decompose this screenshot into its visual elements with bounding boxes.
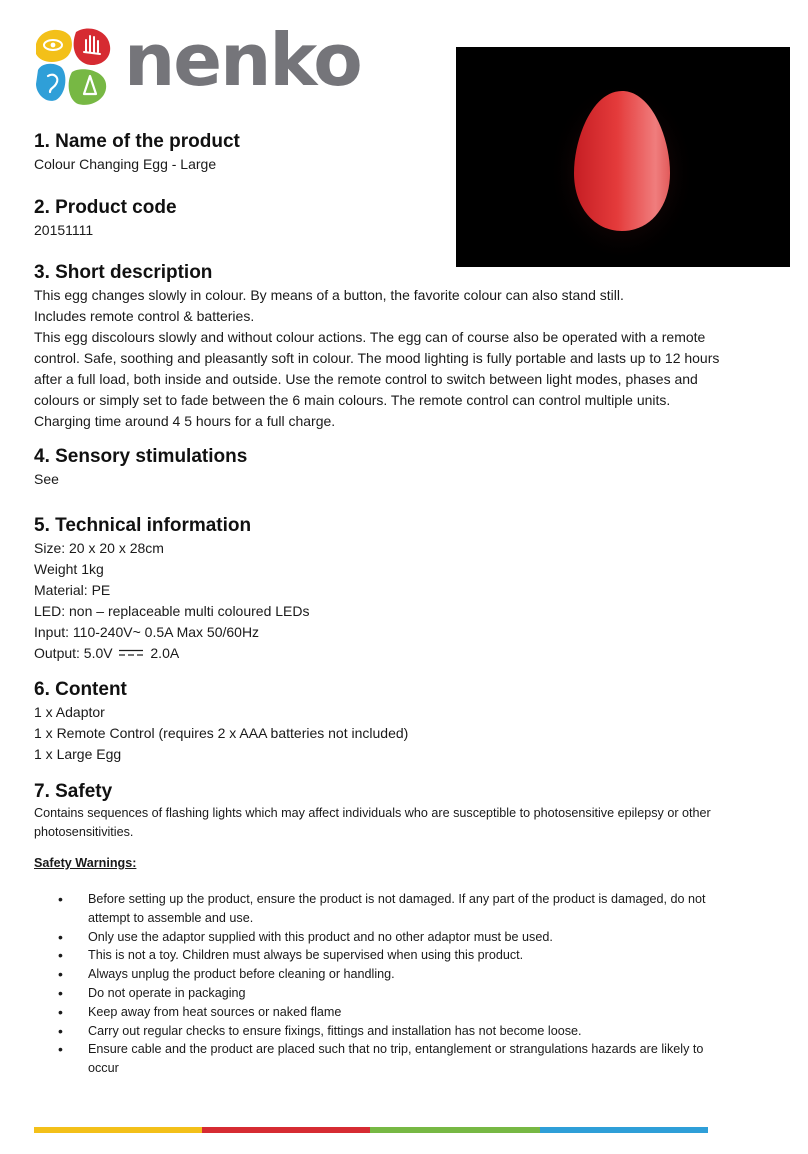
heading-short-description: 3. Short description (34, 262, 213, 283)
tech-material: Material: PE (34, 582, 111, 598)
list-item: • Keep away from heat sources or naked flame (58, 1003, 718, 1022)
tech-input: Input: 110-240V~ 0.5A Max 50/60Hz (34, 624, 260, 640)
description-paragraph-2: Includes remote control & batteries. (34, 308, 255, 324)
product-name: Colour Changing Egg - Large (34, 156, 217, 172)
section-short-description (34, 261, 724, 432)
description-paragraph-3: This egg discolours slowly and without colour actions. The egg can of course also be operated with a remote control. Safe, soothing and pleasantly soft in colour. The mood lighting is fully portable and lasts up to 12 hours after a full load, both inside and outside. Use the remote control to switch between light modes, phases and colours or simply set to fade between the 6 main colours. The remote control can control multiple units. Charging time around 4 5 hours for a full charge. (34, 329, 720, 429)
tech-size: Size: 20 x 20 x 28cm (34, 540, 164, 556)
footer-color-bar (34, 1127, 708, 1133)
tech-led: LED: non – replaceable multi coloured LEDs (34, 603, 310, 619)
logo-mark-icon (32, 22, 112, 110)
footer-bar-blue (540, 1127, 708, 1133)
heading-product-code: 2. Product code (34, 197, 177, 218)
heading-product-name: 1. Name of the product (34, 131, 240, 152)
section-safety (34, 780, 714, 842)
tech-weight: Weight 1kg (34, 561, 104, 577)
product-photo (456, 47, 790, 267)
content-item: 1 x Remote Control (requires 2 x AAA batteries not included) (34, 725, 409, 741)
section-technical (34, 514, 310, 664)
dc-current-icon (119, 649, 143, 657)
product-code: 20151111 (34, 222, 94, 238)
safety-warnings-list (58, 890, 718, 1078)
heading-content: 6. Content (34, 679, 127, 700)
heading-sensory: 4. Sensory stimulations (34, 446, 248, 467)
list-item: • Do not operate in packaging (58, 984, 718, 1003)
tech-output-prefix: Output: 5.0V (34, 645, 113, 661)
sensory-text: See (34, 471, 59, 487)
footer-bar-green (370, 1127, 540, 1133)
list-item: • Before setting up the product, ensure the product is not damaged. If any part of the product is damaged, do not attempt to assemble and use. (58, 890, 718, 928)
description-paragraph-1: This egg changes slowly in colour. By means of a button, the favorite colour can also stand still. (34, 287, 624, 303)
content-item: 1 x Adaptor (34, 704, 105, 720)
safety-text: Contains sequences of flashing lights which may affect individuals who are susceptible to photosensitive epilepsy or other photosensitivities. (34, 806, 711, 839)
heading-safety: 7. Safety (34, 781, 113, 802)
content-item: 1 x Large Egg (34, 746, 122, 762)
tech-output-suffix: 2.0A (150, 645, 180, 661)
nenko-logo (32, 16, 372, 116)
egg-image (456, 47, 790, 267)
section-sensory (34, 445, 247, 490)
list-item: • Ensure cable and the product are placed such that no trip, entanglement or strangulations hazards are likely to occur (58, 1040, 718, 1078)
footer-bar-yellow (34, 1127, 202, 1133)
list-item: • Always unplug the product before cleaning or handling. (58, 965, 718, 984)
list-item: • Carry out regular checks to ensure fixings, fittings and installation has not become loose. (58, 1022, 718, 1041)
section-product-name (34, 130, 240, 175)
list-item: • Only use the adaptor supplied with this product and no other adaptor must be used. (58, 928, 718, 947)
brand-wordmark: nenko (124, 18, 361, 102)
section-product-code (34, 196, 177, 241)
list-item: • This is not a toy. Children must always be supervised when using this product. (58, 946, 718, 965)
footer-bar-red (202, 1127, 370, 1133)
section-content (34, 678, 408, 765)
tech-output (34, 643, 310, 664)
heading-technical: 5. Technical information (34, 515, 252, 536)
safety-warnings-title: Safety Warnings: (34, 856, 137, 870)
